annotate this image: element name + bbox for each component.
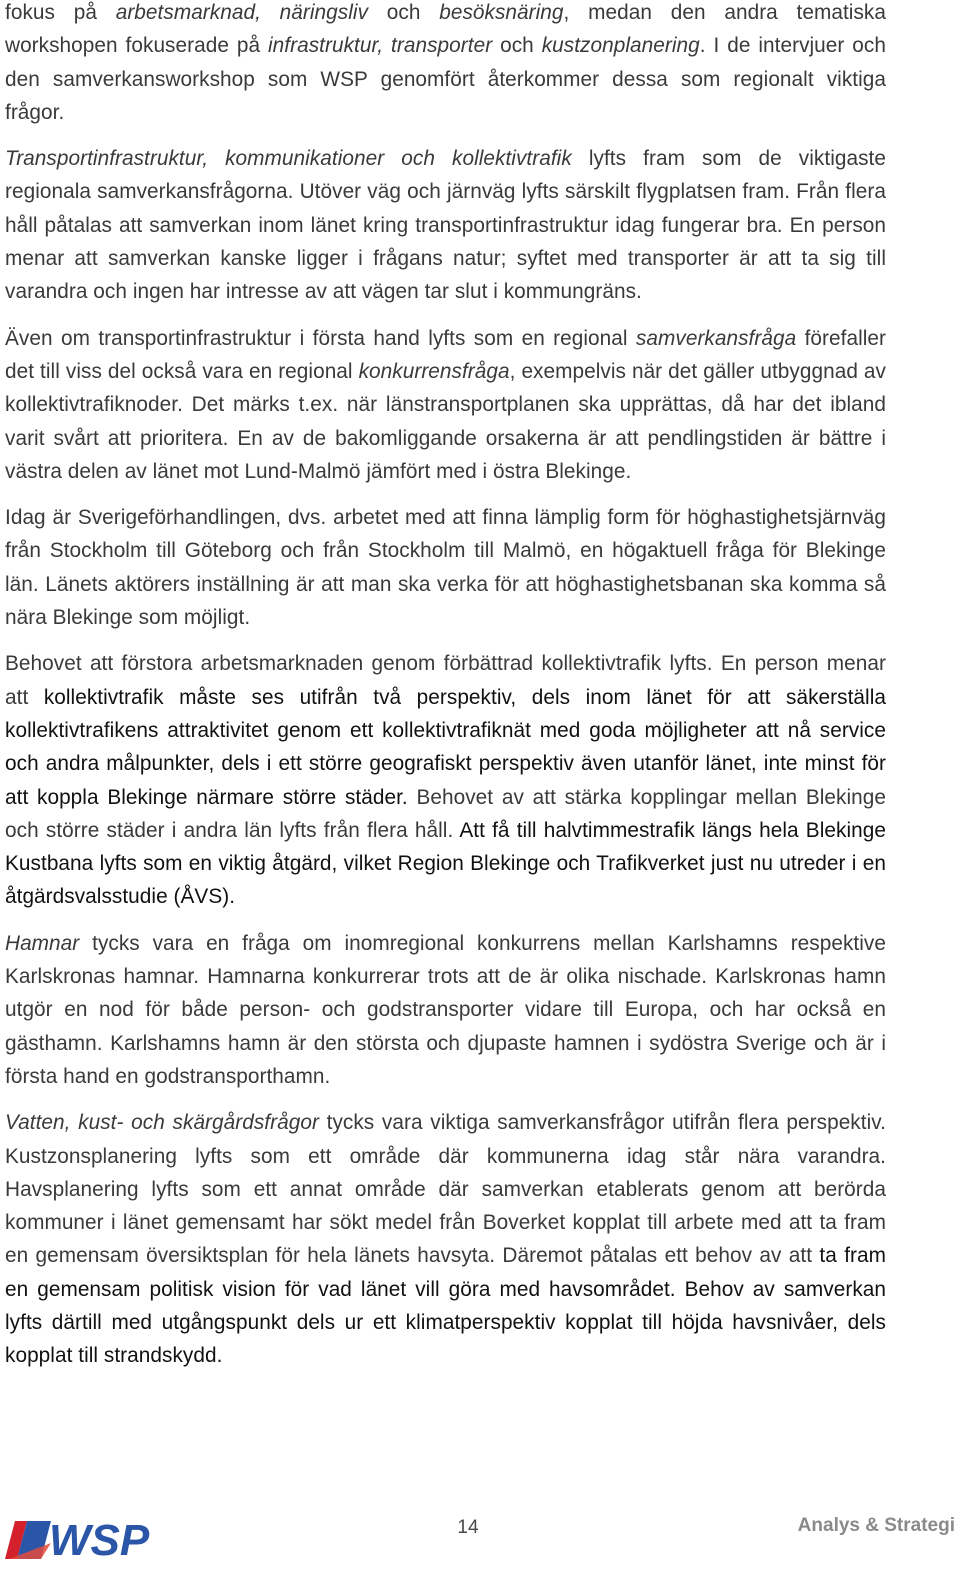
text-span: Behovet av att stärka kopplingar mellan Blekinge och större städer i andra län lyfts från flera håll. bbox=[5, 785, 886, 842]
text-span: fokus på bbox=[5, 1, 116, 24]
document-body bbox=[5, 0, 886, 1386]
paragraph-6 bbox=[5, 927, 886, 1093]
section-label: Analys & Strategi bbox=[797, 1515, 955, 1536]
text-span: kustzonplanering bbox=[541, 34, 700, 58]
text-span: och bbox=[368, 1, 440, 24]
text-span: Hamnar bbox=[5, 931, 80, 955]
text-span: tycks vara en fråga om inomregional konkurrens mellan Karlshamns respektive Karlskronas hamnar. Hamnarna konkurrerar trots att de är olika nischade. Karlskronas hamn utgör en nod för både person- och godstransporter vidare till Europa, och har också en gästhamn. Karlshamns hamn är den största och djupaste hamnen i sydöstra Sverige och är i första hand en godstransporthamn. bbox=[5, 931, 886, 1088]
wsp-logo bbox=[5, 1513, 160, 1563]
text-span: Idag är Sverigeförhandlingen, dvs. arbetet med att finna lämplig form för höghastighetsjärnväg från Stockholm till Göteborg och från Stockholm till Malmö, en högaktuell fråga för Blekinge län. Länets aktörers inställning är att man ska verka för att höghastighetsbanan ska komma så nära Blekinge som möjligt. bbox=[5, 506, 886, 630]
text-span: tycks vara viktiga samverkansfrågor utifrån flera perspektiv. Kustzonsplanering lyfts som ett område där kommunerna idag står nära varandra. Havsplanering lyfts som ett annat område där samverkan etablerats genom att berörda kommuner i länet gemensamt har sökt medel från Boverket kopplat till arbete med att ta fram en gemensam översiktsplan för hela länets havsyta. Däremot påtalas ett behov av att bbox=[5, 1111, 886, 1268]
paragraph-1 bbox=[5, 0, 886, 129]
text-span: Vatten, kust- och skärgårdsfrågor bbox=[5, 1111, 319, 1135]
text-span: förefaller det till viss del också vara en regional bbox=[5, 326, 886, 383]
text-span: Att få till halvtimmestrafik längs hela Blekinge Kustbana lyfts som en viktig åtgärd, vilket Region Blekinge och Trafikverket just nu utreder i en åtgärdsvalsstudie (ÅVS). bbox=[5, 818, 886, 909]
text-span: Behovet att förstora arbetsmarknaden genom förbättrad kollektivtrafik lyfts. En person menar att bbox=[5, 652, 886, 709]
wsp-logo-icon bbox=[5, 1513, 160, 1563]
text-span: arbetsmarknad, näringsliv bbox=[115, 1, 369, 24]
paragraph-4 bbox=[5, 501, 886, 634]
page-number: 14 bbox=[457, 1517, 479, 1538]
text-span: infrastruktur, transporter bbox=[268, 34, 493, 58]
text-span: , medan den andra tematiska workshopen fokuserade på bbox=[5, 1, 886, 58]
text-span: ta fram en gemensam politisk vision för vad länet vill göra med havsområdet. Behov av samverkan lyfts därtill med utgångspunkt dels ur ett klimatperspektiv kopplat till höjda havsnivåer, dels kopplat till strandskydd. bbox=[5, 1244, 886, 1368]
text-span: konkurrensfråga bbox=[358, 359, 510, 383]
text-span: besöksnäring bbox=[439, 1, 564, 24]
paragraph-7 bbox=[5, 1106, 886, 1372]
text-span: . I de intervjuer och den samverkansworkshop som WSP genomfört återkommer dessa som regionalt viktiga frågor. bbox=[5, 34, 886, 124]
text-span: samverkansfråga bbox=[635, 326, 797, 350]
text-span: Även om transportinfrastruktur i första hand lyfts som en regional bbox=[5, 326, 636, 350]
logo-text: WSP bbox=[49, 1516, 150, 1563]
text-span: lyfts fram som de viktigaste regionala samverkansfrågorna. Utöver väg och järnväg lyfts särskilt flygplatsen fram. Från flera håll påtalas att samverkan inom länet kring transportinfrastruktur idag fungerar bra. En person menar att samverkan kanske ligger i frågans natur; syftet med transporter är att ta sig till varandra och ingen har intresse av att vägen tar slut i kommungräns. bbox=[5, 147, 886, 304]
text-span: kollektivtrafik måste ses utifrån två perspektiv, dels inom länet för att säkerställa kollektivtrafikens attraktivitet genom ett kollektivtrafiknät med goda möjligheter att nå service och andra målpunkter, dels i ett större geografiskt perspektiv även utanför länet, inte minst för att koppla Blekinge närmare större städer. bbox=[5, 685, 886, 809]
page-footer bbox=[0, 1505, 960, 1577]
paragraph-5 bbox=[5, 647, 886, 913]
paragraph-3 bbox=[5, 322, 886, 488]
paragraph-2 bbox=[5, 142, 886, 308]
text-span: och bbox=[492, 34, 542, 58]
text-span: , exempelvis när det gäller utbyggnad av kollektivtrafiknoder. Det märks t.ex. när länstransportplanen ska upprättas, då har det ibland varit svårt att prioritera. En av de bakomliggande orsakerna är att pendlingstiden är bättre i västra delen av länet mot Lund-Malmö jämfört med i östra Blekinge. bbox=[5, 359, 886, 483]
text-span: Transportinfrastruktur, kommunikationer och kollektivtrafik bbox=[5, 147, 572, 171]
